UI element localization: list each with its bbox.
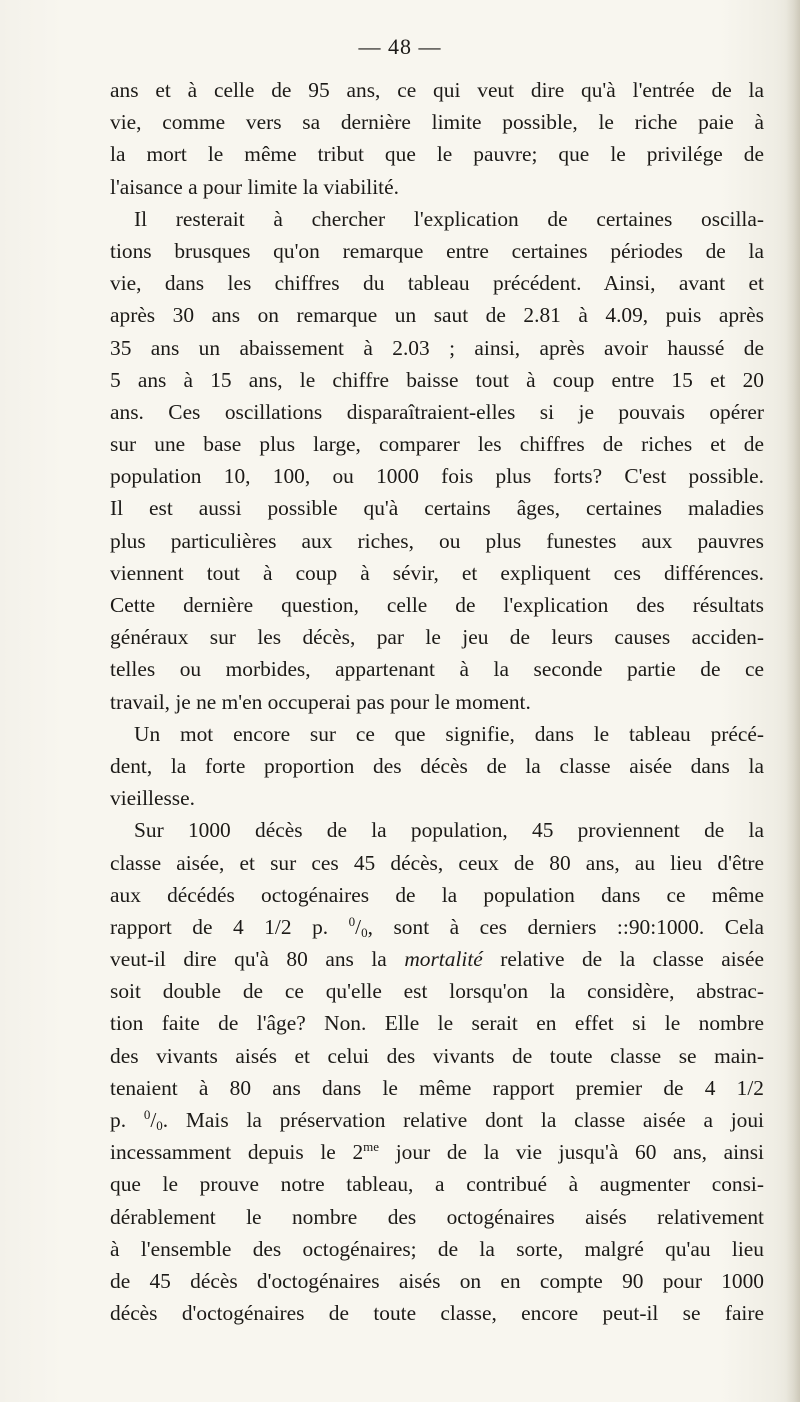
- text-line: Sur 1000 décès de la population, 45 proviennent de la: [134, 818, 764, 843]
- text-line: tion faite de l'âge? Non. Elle le serait en effet si le nombre: [110, 1011, 764, 1036]
- text-line: des vivants aisés et celui des vivants de toute classe se main-: [110, 1043, 764, 1068]
- text-line: plus particulières aux riches, ou plus funestes aux pauvres: [110, 528, 764, 553]
- text-line: viennent tout à coup à sévir, et expliquent ces différences.: [110, 560, 764, 585]
- text-line: classe aisée, et sur ces 45 décès, ceux de 80 ans, au lieu d'être: [110, 850, 764, 875]
- page-edge-shadow: [786, 0, 800, 1402]
- text-line: à l'ensemble des octogénaires; de la sorte, malgré qu'au lieu: [110, 1236, 764, 1261]
- text-line: vie, dans les chiffres du tableau précédent. Ainsi, avant et: [110, 271, 764, 296]
- text-line: Il resterait à chercher l'explication de certaines oscilla-: [134, 206, 764, 231]
- text-line: vieillesse.: [110, 786, 195, 811]
- text-line: incessamment depuis le $2^{me}$ jour de la vie jusqu'à 60 ans, ainsi: [110, 1139, 764, 1165]
- page-number: — 48 —: [358, 34, 442, 59]
- text-line: de 45 décès d'octogénaires aisés on en compte 90 pour 1000: [110, 1268, 764, 1293]
- text-line: ans et à celle de 95 ans, ce qui veut dire qu'à l'entrée de la: [110, 78, 764, 102]
- text-line: tenaient à 80 ans dans le même rapport premier de 4 1/2: [110, 1075, 764, 1100]
- text-line: la mort le même tribut que le pauvre; que le privilége de: [110, 142, 764, 167]
- text-line: dent, la forte proportion des décès de la classe aisée dans la: [110, 753, 764, 778]
- body-text: [110, 74, 764, 1329]
- text-line: rapport de 4 1/2 p. $^0/_0$, sont à ces derniers ::90:1000. Cela: [110, 913, 764, 940]
- text-line: sur une base plus large, comparer les chiffres de riches et de: [110, 432, 764, 457]
- text-line: ans. Ces oscillations disparaîtraient-elles si je pouvais opérer: [110, 399, 764, 424]
- text-line: aux décédés octogénaires de la population dans ce même: [110, 882, 764, 907]
- text-line: Cette dernière question, celle de l'explication des résultats: [110, 593, 764, 617]
- text-line: généraux sur les décès, par le jeu de leurs causes acciden-: [110, 625, 764, 650]
- text-line: soit double de ce qu'elle est lorsqu'on la considère, abstrac-: [110, 979, 764, 1004]
- text-line: décès d'octogénaires de toute classe, encore peut-il se faire: [110, 1301, 764, 1326]
- text-line: Il est aussi possible qu'à certains âges, certaines maladies: [110, 496, 764, 521]
- text-line: veut-il dire qu'à 80 ans la mortalité relative de la classe aisée: [110, 947, 764, 972]
- text-line: que le prouve notre tableau, a contribué à augmenter consi-: [110, 1172, 764, 1197]
- text-line: population 10, 100, ou 1000 fois plus forts? C'est possible.: [110, 464, 764, 489]
- text-line: telles ou morbides, appartenant à la seconde partie de ce: [110, 657, 764, 682]
- text-line: tions brusques qu'on remarque entre certaines périodes de la: [110, 238, 764, 263]
- text-line: vie, comme vers sa dernière limite possible, le riche paie à: [110, 110, 764, 135]
- text-line: 5 ans à 15 ans, le chiffre baisse tout à coup entre 15 et 20: [110, 367, 764, 392]
- text-line: après 30 ans on remarque un saut de 2.81 à 4.09, puis après: [110, 303, 764, 328]
- text-line: dérablement le nombre des octogénaires aisés relativement: [110, 1204, 764, 1229]
- text-line: 35 ans un abaissement à 2.03 ; ainsi, après avoir haussé de: [110, 335, 764, 360]
- text-line: p. $^0/_0$. Mais la préservation relative dont la classe aisée a joui: [110, 1107, 764, 1133]
- text-line: Un mot encore sur ce que signifie, dans le tableau précé-: [134, 721, 764, 746]
- text-line: travail, je ne m'en occuperai pas pour le moment.: [110, 689, 531, 714]
- text-line: l'aisance a pour limite la viabilité.: [110, 174, 399, 199]
